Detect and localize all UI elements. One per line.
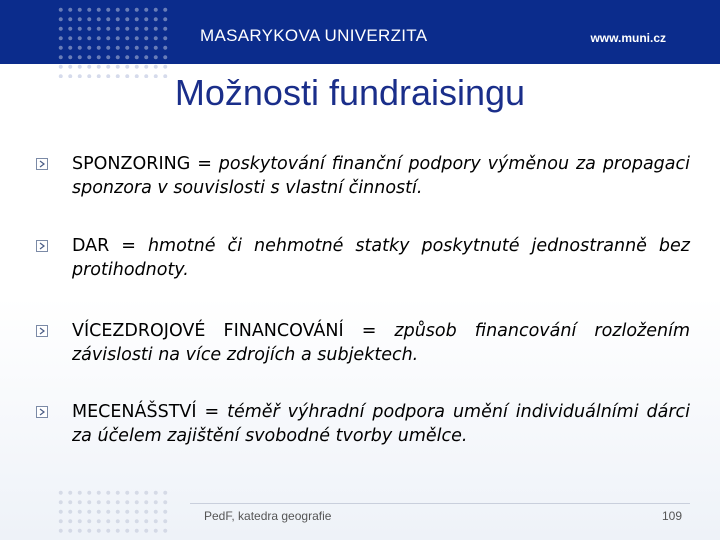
square-bullet-icon [36,240,48,252]
footer-department: PedF, katedra geografie [204,509,332,523]
bullet-item-dar [36,234,690,282]
bullet-term: SPONZORING [72,154,191,174]
bullet-item-sponzoring [36,152,690,200]
page-number: 109 [661,509,682,523]
square-bullet-icon [36,158,48,170]
bullet-definition: = téměř výhradní podpora umění individuálními dárci za účelem zajištění svobodné tvorby umělce. [72,402,690,446]
slide-title: Možnosti fundraisingu [174,72,526,113]
university-url: www.muni.cz [590,31,666,45]
bullet-term: DAR [72,236,110,256]
header-bar [0,0,720,64]
square-bullet-icon [36,406,48,418]
bullet-definition: = poskytování finanční podpory výměnou za propagaci sponzora v souvislosti s vlastní činností. [72,154,690,198]
bullet-item-mecenasstvi [36,400,690,448]
bullet-term: MECENÁŠSTVÍ [72,402,197,422]
bullet-item-vicezdrojove [36,319,690,367]
footer-divider [190,503,690,504]
dot-grid-decoration [56,5,171,78]
bullet-definition: = hmotné či nehmotné statky poskytnuté jednostranně bez protihodnoty. [72,236,690,280]
bullet-list [36,152,690,482]
square-bullet-icon [36,325,48,337]
bullet-term: VÍCEZDROJOVÉ FINANCOVÁNÍ [72,321,344,341]
bullet-definition: = způsob financování rozložením závislosti na více zdrojích a subjektech. [72,321,690,365]
dot-grid-decoration [56,488,171,538]
university-name: MASARYKOVA UNIVERZITA [200,26,428,45]
